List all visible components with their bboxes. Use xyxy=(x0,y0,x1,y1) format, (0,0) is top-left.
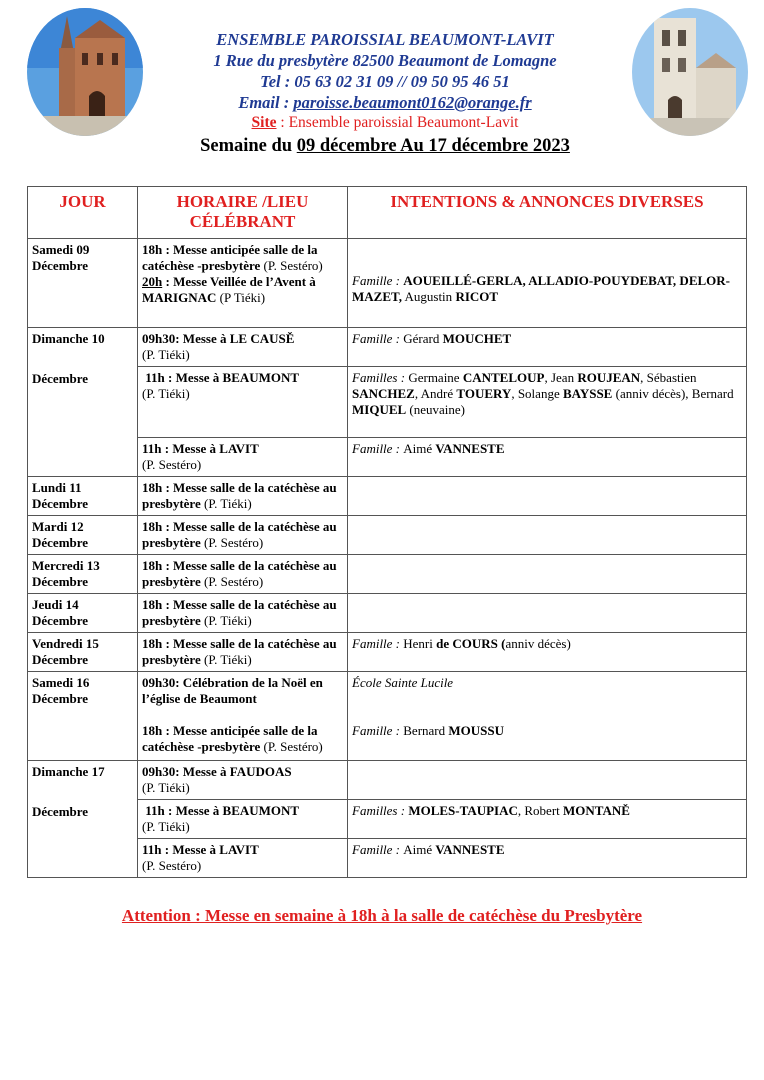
email-label: Email : xyxy=(238,93,294,112)
mass-title: 09h30: Célébration de la Noël en l’église de Beaumont xyxy=(142,675,323,706)
table-header-row xyxy=(28,187,747,239)
mass-title: 18h : Messe salle de la catéchèse au presbytère xyxy=(142,519,337,550)
parish-email-line xyxy=(150,92,620,113)
note: anniv décès) xyxy=(505,636,571,651)
mass-time: 20h xyxy=(142,274,163,289)
intention-cell xyxy=(348,839,747,878)
church-photo-left xyxy=(27,8,143,136)
family-name: AOUEILLÉ-GERLA, ALLADIO-POUYDEBAT, DELOR-MAZET, xyxy=(352,273,730,304)
first-name: , Sébastien xyxy=(640,370,697,385)
mass-title: 11h : Messe à LAVIT xyxy=(142,842,259,857)
intention-cell xyxy=(348,516,747,555)
intention-cell xyxy=(348,328,747,367)
family-name: CANTELOUP xyxy=(462,370,545,385)
mass-title: 18h : Messe salle de la catéchèse au presbytère xyxy=(142,636,337,667)
intention-label: Famille : xyxy=(352,441,404,456)
intention-cell xyxy=(348,800,747,839)
intention-label: Famille : xyxy=(352,636,404,651)
parish-header xyxy=(150,29,620,158)
family-name: MIQUEL xyxy=(352,402,407,417)
day-month: Décembre xyxy=(32,535,89,550)
mass-cell xyxy=(138,594,348,633)
intention-cell xyxy=(348,438,747,477)
celebrant: (P. Tiéki) xyxy=(142,780,190,795)
mass-entry xyxy=(142,675,343,707)
mass-title: 11h : Messe à LAVIT xyxy=(142,441,259,456)
celebrant: (P. Sestéro) xyxy=(260,258,323,273)
intention-label: Familles : xyxy=(352,803,409,818)
day-month: Décembre xyxy=(32,574,89,589)
parish-name: ENSEMBLE PAROISSIAL BEAUMONT-LAVIT xyxy=(216,30,554,49)
day-name: Dimanche 17 xyxy=(32,764,105,779)
day-month: Décembre xyxy=(32,652,89,667)
mass-cell xyxy=(138,367,348,438)
day-cell xyxy=(28,633,138,672)
family-name: SANCHEZ xyxy=(352,386,415,401)
email-link[interactable]: paroisse.beaumont0162@orange.fr xyxy=(293,93,532,112)
table-row xyxy=(28,239,747,328)
day-name: Dimanche 10 xyxy=(32,331,105,346)
first-name: , Solange xyxy=(511,386,563,401)
mass-title: 09h30: Messe à LE CAUSĚ xyxy=(142,331,295,346)
celebrant: (P. Tiéki) xyxy=(142,347,190,362)
celebrant: (P. Sestéro) xyxy=(142,457,202,472)
mass-entry xyxy=(142,370,343,386)
parish-address: 1 Rue du presbytère 82500 Beaumont de Lomagne xyxy=(213,51,557,70)
table-row xyxy=(28,633,747,672)
mass-title: 18h : Messe salle de la catéchèse au presbytère xyxy=(142,480,337,511)
intention-label: Famille : xyxy=(352,331,404,346)
family-name: de COURS ( xyxy=(436,636,506,651)
mass-cell xyxy=(138,633,348,672)
mass-entry xyxy=(142,764,343,780)
celebrant: (P Tiéki) xyxy=(216,290,266,305)
parish-phone: Tel : 05 63 02 31 09 // 09 50 95 46 51 xyxy=(260,72,510,91)
week-title xyxy=(150,134,620,158)
mass-cell xyxy=(138,672,348,761)
celebrant: (P. Sestéro) xyxy=(200,535,264,550)
day-month: Décembre xyxy=(32,804,89,819)
first-name: , Jean xyxy=(544,370,578,385)
parish-site-line xyxy=(150,113,620,133)
intention-cell xyxy=(348,555,747,594)
mass-title: : Messe Veillée de l’Avent à MARIGNAC xyxy=(142,274,316,305)
celebrant: (P. Tiéki) xyxy=(200,496,252,511)
day-cell xyxy=(28,477,138,516)
day-cell xyxy=(28,239,138,328)
mass-title: 18h : Messe salle de la catéchèse au presbytère xyxy=(142,597,337,628)
site-link[interactable]: Site xyxy=(251,114,277,131)
first-name: Germaine xyxy=(408,370,463,385)
mass-title: 18h : Messe anticipée salle de la catéchèse -presbytère xyxy=(142,723,318,754)
table-row xyxy=(28,328,747,367)
mass-title: 18h : Messe anticipée salle de la catéchèse -presbytère xyxy=(142,242,318,273)
site-text: : Ensemble paroissial Beaumont-Lavit xyxy=(276,114,519,131)
first-name: Augustin xyxy=(401,289,456,304)
first-name: Henri xyxy=(403,636,437,651)
intention-cell xyxy=(348,761,747,800)
celebrant: (P. Sestéro) xyxy=(142,858,202,873)
intention-label: Familles : xyxy=(352,370,409,385)
schedule-table xyxy=(27,186,747,878)
celebrant: (P. Sestéro) xyxy=(200,574,264,589)
family-name: MOLES-TAUPIAC xyxy=(408,803,518,818)
table-row xyxy=(28,594,747,633)
day-name: Samedi 16 xyxy=(32,675,90,690)
mass-cell xyxy=(138,555,348,594)
mass-entry xyxy=(142,803,343,819)
first-name: , Robert xyxy=(517,803,564,818)
table-row xyxy=(28,516,747,555)
mass-cell xyxy=(138,800,348,839)
mass-cell xyxy=(138,239,348,328)
celebrant: (P. Tiéki) xyxy=(142,819,190,834)
celebrant: (P. Sestéro) xyxy=(260,739,323,754)
family-name: MOUSSU xyxy=(448,723,505,738)
table-row xyxy=(28,672,747,761)
family-name: VANNESTE xyxy=(435,441,505,456)
family-name: TOUERY xyxy=(456,386,512,401)
family-name: ROUJEAN xyxy=(577,370,641,385)
day-name: Lundi 11 xyxy=(32,480,82,495)
celebrant: (P. Tiéki) xyxy=(200,652,252,667)
mass-cell xyxy=(138,477,348,516)
mass-entry xyxy=(142,331,343,347)
family-name: BAYSSE xyxy=(562,386,613,401)
intention-label: Famille : xyxy=(352,273,404,288)
day-cell xyxy=(28,516,138,555)
mass-entry xyxy=(142,242,343,274)
intention-cell xyxy=(348,594,747,633)
day-month: Décembre xyxy=(32,258,89,273)
intention-cell xyxy=(348,672,747,761)
day-cell xyxy=(28,555,138,594)
day-name: Samedi 09 xyxy=(32,242,90,257)
first-name: Aimé xyxy=(403,842,436,857)
mass-cell xyxy=(138,438,348,477)
mass-title: 11h : Messe à BEAUMONT xyxy=(145,370,300,385)
day-cell xyxy=(28,328,138,477)
day-name: Jeudi 14 xyxy=(32,597,79,612)
attention-notice: Attention : Messe en semaine à 18h à la salle de catéchèse du Presbytère xyxy=(121,906,643,925)
header-jour: JOUR xyxy=(28,187,138,239)
intention-cell xyxy=(348,367,747,438)
mass-entry xyxy=(142,842,343,858)
intention-school: École Sainte Lucile xyxy=(352,675,454,690)
day-month: Décembre xyxy=(32,371,89,386)
intention-cell xyxy=(348,633,747,672)
table-row xyxy=(28,477,747,516)
family-name: MONTANĚ xyxy=(563,803,630,818)
mass-entry xyxy=(142,274,343,306)
day-cell xyxy=(28,672,138,761)
intention-label: Famille : xyxy=(352,842,404,857)
mass-cell xyxy=(138,761,348,800)
day-month: Décembre xyxy=(32,613,89,628)
table-row xyxy=(28,555,747,594)
day-name: Mercredi 13 xyxy=(32,558,100,573)
mass-cell xyxy=(138,516,348,555)
day-name: Vendredi 15 xyxy=(32,636,99,651)
first-name: Gérard xyxy=(403,331,443,346)
first-name: (anniv décès), Bernard xyxy=(612,386,734,401)
mass-entry xyxy=(142,441,343,457)
header-intentions: INTENTIONS & ANNONCES DIVERSES xyxy=(348,187,747,239)
day-name: Mardi 12 xyxy=(32,519,84,534)
family-name: VANNESTE xyxy=(435,842,505,857)
week-range: 09 décembre Au 17 décembre 2023 xyxy=(296,136,570,156)
day-cell xyxy=(28,594,138,633)
family-name: MOUCHET xyxy=(442,331,512,346)
intention-cell xyxy=(348,477,747,516)
celebrant: (P. Tiéki) xyxy=(200,613,252,628)
mass-title: 18h : Messe salle de la catéchèse au presbytère xyxy=(142,558,337,589)
note: (neuvaine) xyxy=(406,402,466,417)
family-name: RICOT xyxy=(455,289,499,304)
header-horaire: HORAIRE /LIEU CÉLÉBRANT xyxy=(138,187,348,239)
day-month: Décembre xyxy=(32,691,89,706)
day-month: Décembre xyxy=(32,496,89,511)
first-name: Aimé xyxy=(403,441,436,456)
intention-label: Famille : xyxy=(352,723,404,738)
mass-title: 11h : Messe à BEAUMONT xyxy=(145,803,300,818)
mass-title: 09h30: Messe à FAUDOAS xyxy=(142,764,292,779)
mass-entry xyxy=(142,723,343,755)
first-name: , André xyxy=(414,386,457,401)
first-name: Bernard xyxy=(403,723,449,738)
church-photo-right xyxy=(632,8,748,136)
intention-text xyxy=(352,273,742,305)
mass-cell xyxy=(138,839,348,878)
celebrant: (P. Tiéki) xyxy=(142,386,190,401)
table-row xyxy=(28,761,747,800)
intention-cell xyxy=(348,239,747,328)
intention-text xyxy=(352,723,742,739)
mass-cell xyxy=(138,328,348,367)
day-cell xyxy=(28,761,138,878)
week-prefix: Semaine du xyxy=(200,136,297,156)
